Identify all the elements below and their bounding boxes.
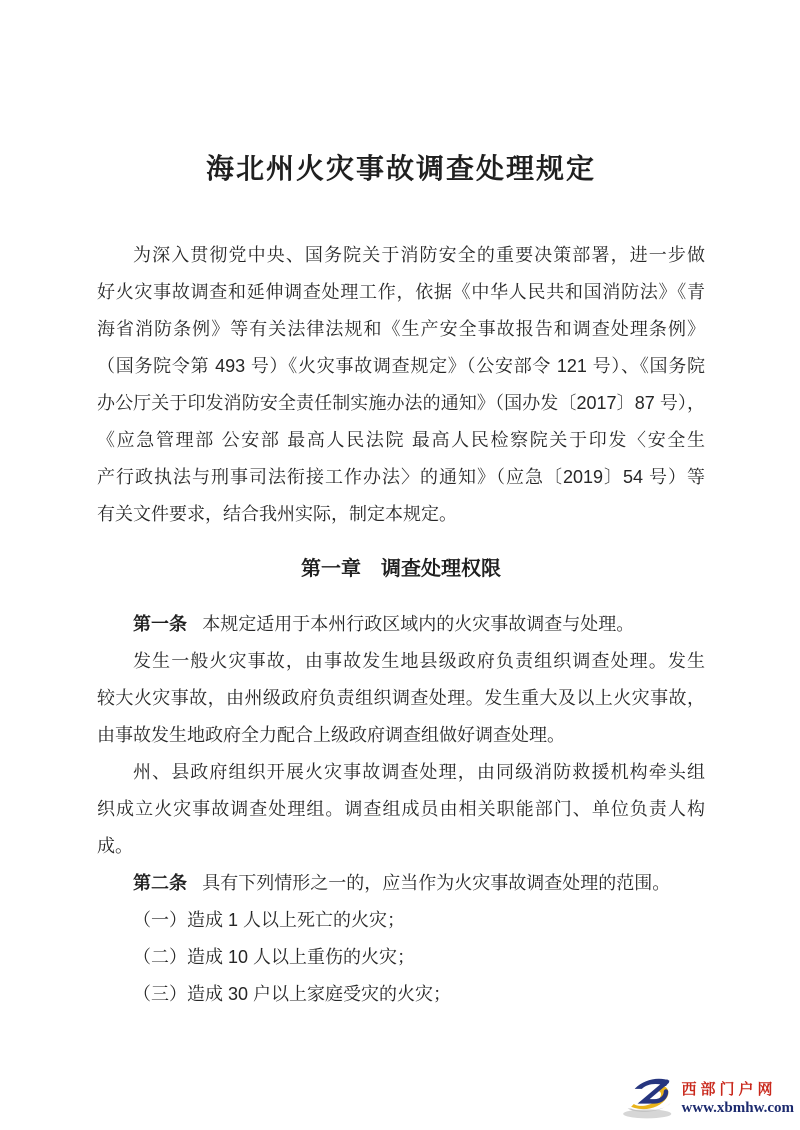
- document-text-line: （二）造成 10 人以上重伤的火灾；: [133, 947, 416, 967]
- article-number: 第二条: [133, 873, 187, 893]
- watermark-site-name: 西部门户网: [681, 1080, 777, 1098]
- document-text-line: 《应急管理部 公安部 最高人民法院 最高人民检察院关于印发〈安全生: [97, 430, 705, 450]
- document-text-line: 较大火灾事故，由州级政府负责组织调查处理。发生重大及以上火灾事故，: [97, 688, 705, 708]
- document-text-line: （国务院令第 493 号）《火灾事故调查规定》（公安部令 121 号）、《国务院: [97, 356, 705, 376]
- chapter-heading: 第一章 调查处理权限: [301, 558, 501, 580]
- document-text-line: 好火灾事故调查和延伸调查处理工作，依据《中华人民共和国消防法》《青: [97, 282, 705, 302]
- document-text-line: 第二条 具有下列情形之一的，应当作为火灾事故调查处理的范围。: [133, 873, 671, 893]
- document-text-line: 织成立火灾事故调查处理组。调查组成员由相关职能部门、单位负责人构: [97, 799, 705, 819]
- document-text-line: 成。: [97, 836, 133, 856]
- document-text-line: 为深入贯彻党中央、国务院关于消防安全的重要决策部署，进一步做: [133, 245, 705, 265]
- document-title: 海北州火灾事故调查处理规定: [205, 153, 596, 184]
- document-text-line: 产行政执法与刑事司法衔接工作办法〉的通知》（应急〔2019〕54 号）等: [97, 467, 705, 487]
- document-text-line: （一）造成 1 人以上死亡的火灾；: [133, 910, 406, 930]
- document-text-line: 办公厅关于印发消防安全责任制实施办法的通知》（国办发〔2017〕87 号），: [97, 393, 705, 413]
- document-text-line: 发生一般火灾事故，由事故发生地县级政府负责组织调查处理。发生: [133, 651, 705, 671]
- document-text-line: 第一条 本规定适用于本州行政区域内的火灾事故调查与处理。: [133, 614, 635, 634]
- document-text-line: 海省消防条例》等有关法律法规和《生产安全事故报告和调查处理条例》: [97, 319, 705, 339]
- xbmhw-logo-icon: [620, 1071, 678, 1126]
- watermark-site-url: www.xbmhw.com: [681, 1099, 794, 1116]
- document-text-line: 州、县政府组织开展火灾事故调查处理，由同级消防救援机构牵头组: [133, 762, 705, 782]
- document-text-line: 由事故发生地政府全力配合上级政府调查组做好调查处理。: [97, 725, 565, 745]
- site-watermark: [620, 1071, 794, 1126]
- document-text-line: （三）造成 30 户以上家庭受灾的火灾；: [133, 984, 452, 1004]
- watermark-text: [681, 1081, 794, 1117]
- document-text-line: 有关文件要求，结合我州实际，制定本规定。: [97, 504, 457, 524]
- article-number: 第一条: [133, 614, 187, 634]
- document-text: [97, 237, 705, 1013]
